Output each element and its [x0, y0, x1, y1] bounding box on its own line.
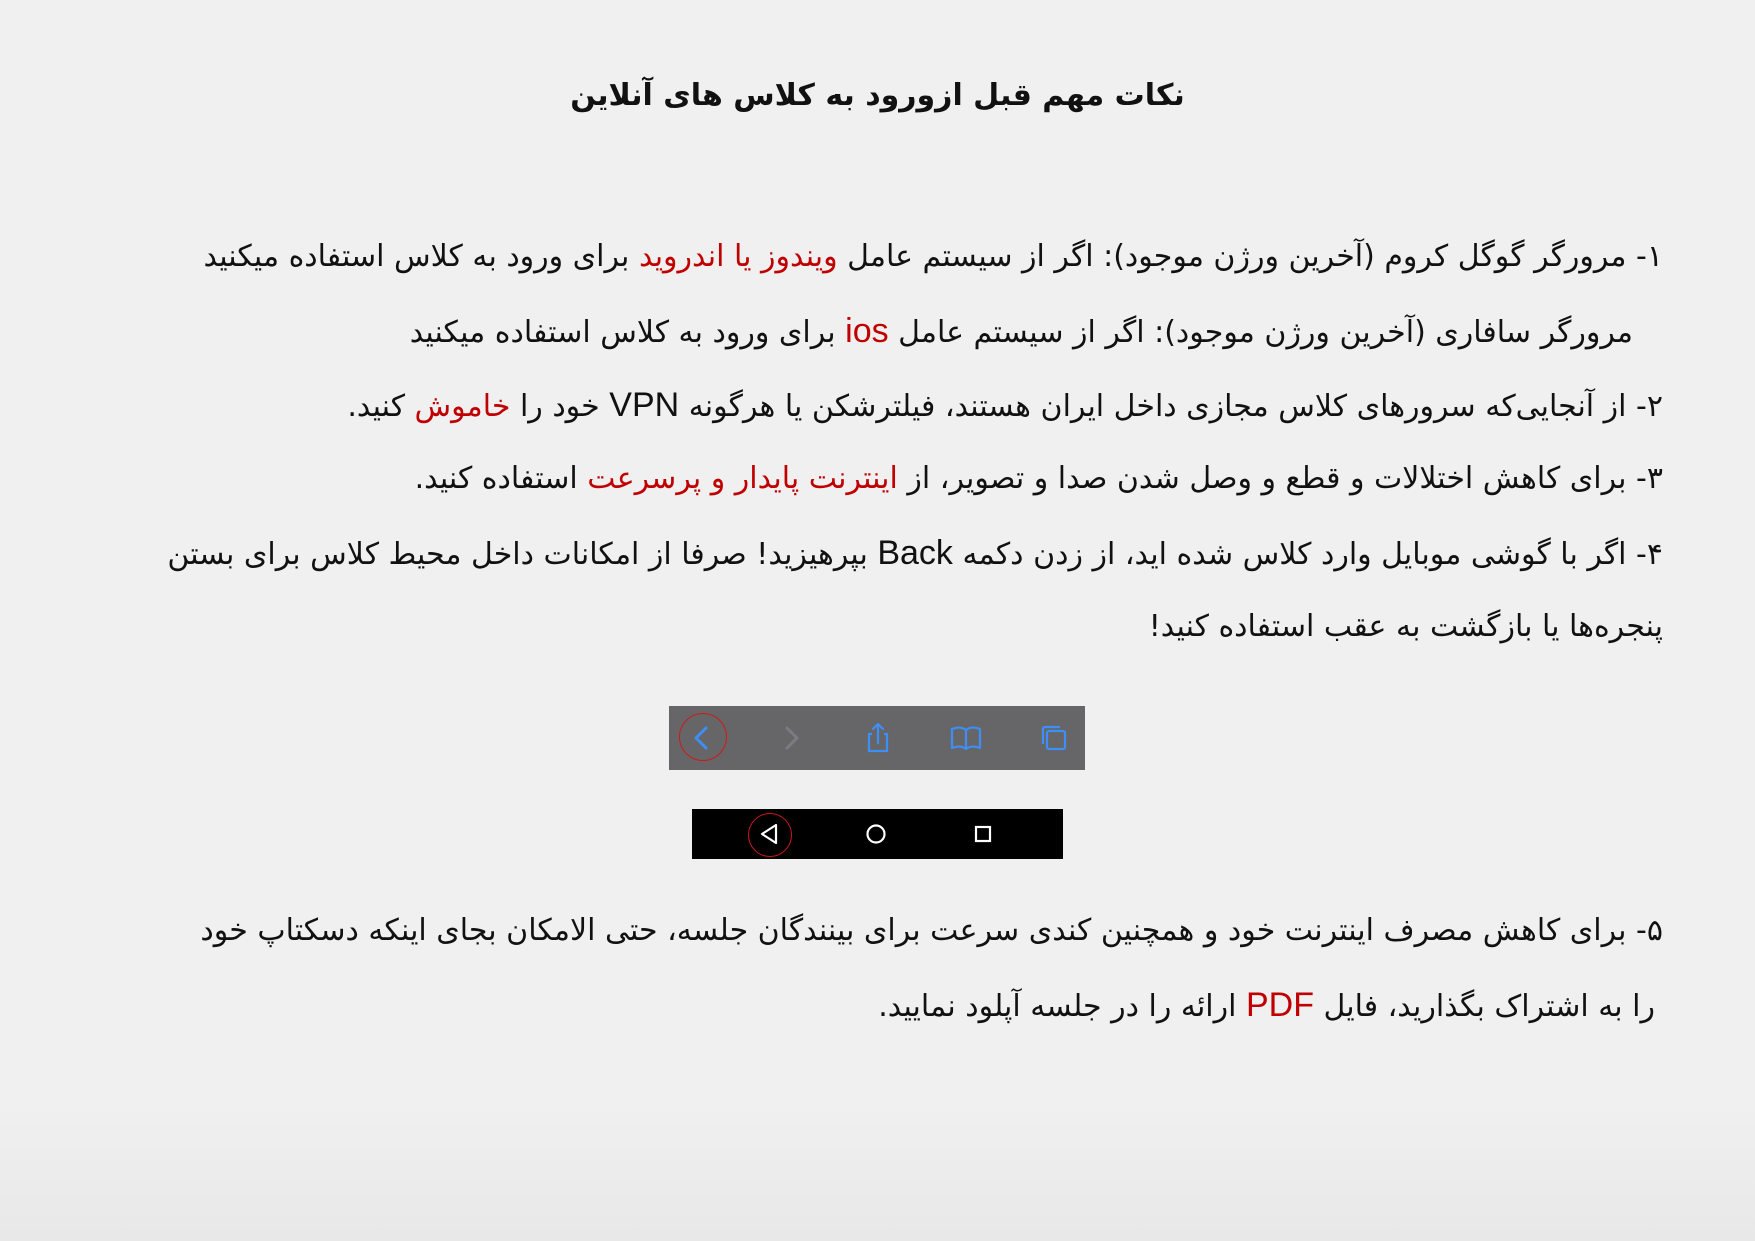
tip-3-text-a: ۳- برای کاهش اختلالات و قطع و وصل شدن صدا و تصویر، از	[897, 461, 1663, 496]
tip-2-highlight: خاموش	[414, 389, 511, 424]
share-icon	[858, 718, 898, 758]
tip-1-chrome	[203, 220, 1663, 294]
tip-3-internet	[415, 442, 1663, 516]
tip-2-text-b: خود را	[510, 389, 610, 424]
tip-1-text-a: ۱- مرورگر گوگل کروم (آخرین ورژن موجود): اگر از سیستم عامل	[837, 239, 1663, 274]
tip-5-highlight: PDF	[1245, 986, 1314, 1024]
tip-4-back-line-1	[167, 516, 1663, 592]
home-circle-icon	[860, 818, 892, 850]
tip-5-pdf-line-1: ۵- برای کاهش مصرف اینترنت خود و همچنین کندی سرعت برای بینندگان جلسه، حتی الامکان بجای اینکه دسکتاپ خود	[200, 913, 1663, 948]
android-navigation-bar	[692, 809, 1063, 859]
tip-5-text-b: ارائه را در جلسه آپلود نمایید.	[878, 989, 1246, 1024]
bookmarks-icon	[946, 718, 986, 758]
forward-chevron-icon	[771, 718, 811, 758]
tip-2-vpn	[347, 368, 1663, 444]
tip-4-text-a: ۴- اگر با گوشی موبایل وارد کلاس شده اید، از زدن دکمه	[952, 537, 1663, 572]
tip-1-safari	[410, 294, 1633, 370]
background-decoration	[0, 1101, 1755, 1241]
ios-safari-toolbar	[669, 706, 1085, 770]
back-chevron-icon	[682, 718, 722, 758]
tip-1-highlight: ویندوز یا اندروید	[638, 239, 838, 274]
tip-4-text-b: بپرهیزید! صرفا از امکانات داخل محیط کلاس برای بستن	[167, 537, 878, 572]
tip-2-vpn-word: VPN	[609, 386, 680, 424]
tip-3-highlight: اینترنت پایدار و پرسرعت	[587, 461, 898, 496]
recents-square-icon	[967, 818, 999, 850]
tip-4-back-word: Back	[877, 534, 953, 572]
tip-4-back-line-2: پنجره‌ها یا بازگشت به عقب استفاده کنید!	[1148, 609, 1663, 644]
tip-2-text-c: کنید.	[347, 389, 415, 424]
tip-5-pdf-line-2	[878, 968, 1655, 1044]
tip-5-text-a: را به اشتراک بگذارید، فایل	[1313, 989, 1655, 1024]
tip-3-text-b: استفاده کنید.	[414, 461, 588, 496]
tip-2-text-a: ۲- از آنجایی‌که سرورهای کلاس مجازی داخل ایران هستند، فیلترشکن یا هرگونه	[679, 389, 1663, 424]
tip-1b-text-b: برای ورود به کلاس استفاده میکنید	[409, 315, 846, 350]
page-title: نکات مهم قبل ازورود به کلاس های آنلاین	[570, 78, 1185, 113]
back-triangle-icon	[753, 818, 785, 850]
tip-1b-highlight: ios	[845, 312, 889, 350]
tabs-icon	[1034, 718, 1074, 758]
tip-1b-text-a: مرورگر سافاری (آخرین ورژن موجود): اگر از سیستم عامل	[888, 315, 1633, 350]
tip-1-text-b: برای ورود به کلاس استفاده میکنید	[203, 239, 639, 274]
